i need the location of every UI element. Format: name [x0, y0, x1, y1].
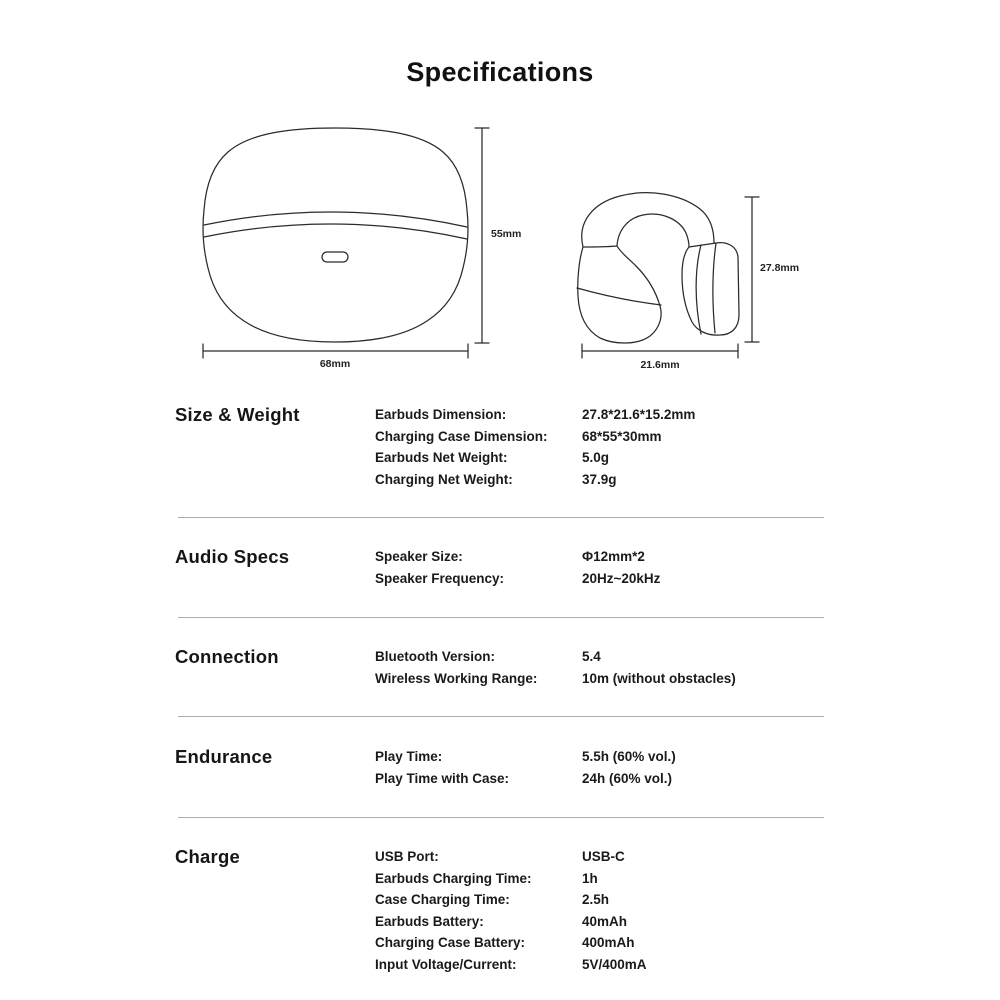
spec-label: Earbuds Battery:: [375, 913, 484, 929]
spec-row: [375, 447, 695, 469]
spec-row: [375, 568, 660, 590]
case-lid-seam-top: [204, 212, 467, 227]
spec-label: Wireless Working Range:: [375, 670, 538, 686]
spec-value: 2.5h: [582, 892, 610, 908]
section-title: Endurance: [175, 746, 273, 767]
spec-rows: [375, 404, 695, 490]
case-width-label: 68mm: [319, 358, 351, 370]
section-divider: [178, 716, 824, 717]
earbud-width-dimension-line: [582, 344, 738, 358]
earbud-hook-inner: [617, 214, 689, 247]
earbud-pod-outline: [578, 246, 661, 343]
charging-case-diagram: [203, 128, 468, 342]
spec-row: [375, 932, 647, 954]
spec-value: 5.0g: [582, 450, 610, 466]
spec-row: [375, 646, 736, 668]
spec-value: USB-C: [582, 849, 625, 864]
case-button: [322, 252, 348, 262]
spec-label: Earbuds Dimension:: [375, 407, 507, 422]
spec-row: [375, 746, 676, 768]
spec-row: [375, 426, 695, 448]
spec-label: Bluetooth Version:: [375, 649, 496, 664]
spec-row: [375, 546, 660, 568]
case-width-dimension-line: [203, 344, 468, 358]
spec-rows: [375, 546, 660, 589]
earbud-diagram: [577, 193, 739, 343]
spec-label: Charging Case Battery:: [375, 935, 526, 951]
spec-label: Earbuds Charging Time:: [375, 870, 532, 886]
page-title: Specifications: [406, 57, 594, 88]
spec-value: 400mAh: [582, 935, 635, 951]
spec-row: [375, 768, 676, 790]
spec-row: [375, 911, 647, 933]
spec-row: [375, 404, 695, 426]
case-outline: [203, 128, 468, 342]
spec-row: [375, 846, 647, 868]
spec-value: 40mAh: [582, 913, 628, 929]
spec-label: USB Port:: [375, 849, 439, 864]
earbud-speaker-outline: [682, 243, 739, 336]
spec-value: 5V/400mA: [582, 956, 647, 972]
case-height-label: 55mm: [491, 228, 522, 240]
spec-label: Earbuds Net Weight:: [375, 450, 508, 466]
spec-label: Play Time with Case:: [375, 770, 510, 786]
earbud-height-dimension-line: [745, 197, 759, 342]
spec-label: Charging Net Weight:: [375, 471, 513, 487]
case-lid-seam-bottom: [204, 224, 467, 239]
spec-rows: [375, 646, 736, 689]
section-title: Connection: [175, 646, 279, 667]
earbud-hook-outer: [582, 193, 714, 247]
spec-value: 10m (without obstacles): [582, 670, 736, 686]
spec-label: Input Voltage/Current:: [375, 956, 517, 972]
spec-row: [375, 668, 736, 690]
spec-label: Speaker Frequency:: [375, 570, 505, 586]
section-title: Audio Specs: [175, 546, 290, 567]
spec-row: [375, 469, 695, 491]
spec-row: [375, 954, 647, 976]
case-height-dimension-line: [475, 128, 489, 343]
earbud-speaker-seam: [696, 245, 701, 334]
spec-label: Case Charging Time:: [375, 892, 510, 908]
section-divider: [178, 817, 824, 818]
spec-value: 5.4: [582, 649, 601, 664]
spec-row: [375, 868, 647, 890]
spec-value: 68*55*30mm: [582, 428, 662, 444]
spec-value: 24h (60% vol.): [582, 770, 673, 786]
spec-label: Speaker Size:: [375, 549, 463, 564]
earbud-width-label: 21.6mm: [640, 359, 680, 371]
spec-value: 5.5h (60% vol.): [582, 749, 676, 764]
earbud-pod-seam: [577, 288, 661, 305]
section-divider: [178, 517, 824, 518]
spec-rows: [375, 746, 676, 789]
spec-value: Φ12mm*2: [582, 549, 645, 564]
section-title: Charge: [175, 846, 240, 867]
spec-value: 1h: [582, 870, 598, 886]
spec-value: 20Hz~20kHz: [582, 570, 661, 586]
earbud-height-label: 27.8mm: [760, 262, 800, 274]
spec-value: 27.8*21.6*15.2mm: [582, 407, 696, 422]
earbud-face-seam: [713, 243, 716, 333]
spec-rows: [375, 846, 647, 976]
section-divider: [178, 617, 824, 618]
section-title: Size & Weight: [175, 404, 300, 425]
spec-label: Play Time:: [375, 749, 443, 764]
spec-value: 37.9g: [582, 471, 617, 487]
spec-row: [375, 889, 647, 911]
spec-label: Charging Case Dimension:: [375, 428, 548, 444]
